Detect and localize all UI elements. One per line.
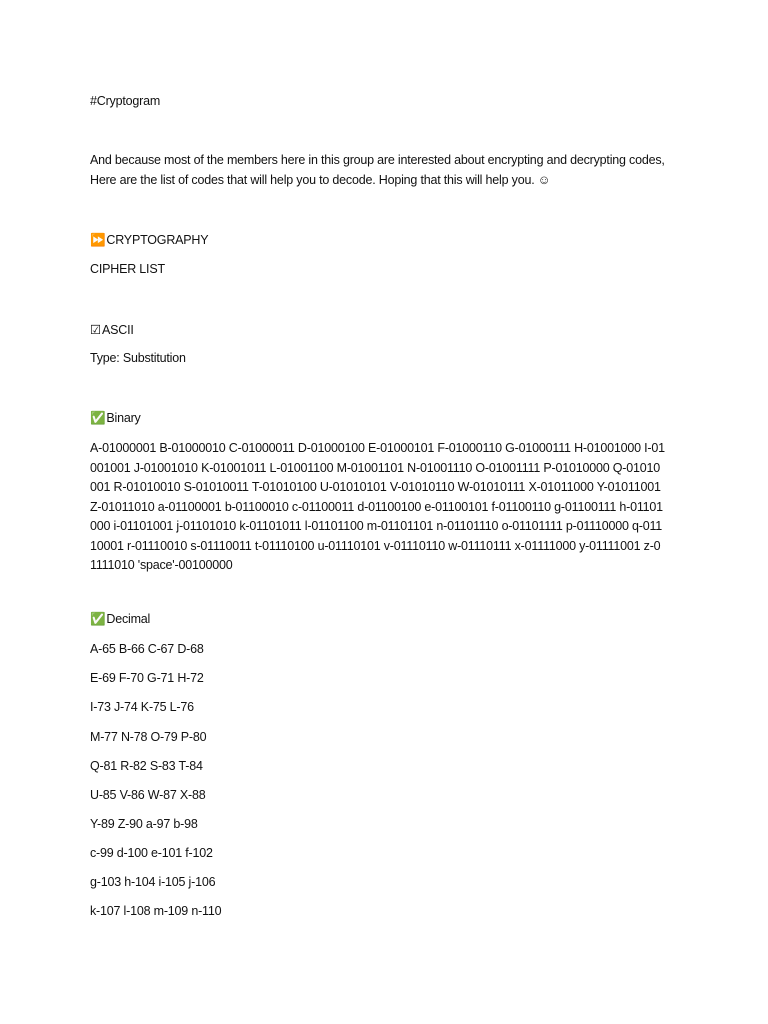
cryptography-heading: [90, 233, 208, 248]
intro-paragraph: And because most of the members here in this group are interested about encrypting and decrypting codes, Here are the list of codes that will help you to decode. Hoping that this will help you. ☺: [90, 153, 665, 187]
decimal-row: U-85 V-86 W-87 X-88: [90, 788, 206, 802]
decimal-row: g-103 h-104 i-105 j-106: [90, 875, 216, 889]
ascii-heading: [90, 322, 134, 337]
fast-forward-icon: ⏩: [90, 233, 106, 247]
decimal-row: I-73 J-74 K-75 L-76: [90, 700, 194, 714]
cipher-list-subtitle: CIPHER LIST: [90, 262, 165, 276]
binary-heading: [90, 411, 141, 426]
decimal-row: A-65 B-66 C-67 D-68: [90, 642, 204, 656]
decimal-row: Y-89 Z-90 a-97 b-98: [90, 817, 198, 831]
decimal-row: Q-81 R-82 S-83 T-84: [90, 759, 203, 773]
check-mark-icon: ✅: [90, 612, 106, 626]
decimal-row: M-77 N-78 O-79 P-80: [90, 730, 207, 744]
checkbox-icon: ☑: [90, 323, 102, 337]
decimal-row: k-107 l-108 m-109 n-110: [90, 904, 222, 918]
decimal-label: Decimal: [106, 612, 151, 626]
cryptography-title: CRYPTOGRAPHY: [106, 233, 209, 247]
decimal-row: c-99 d-100 e-101 f-102: [90, 846, 213, 860]
hashtag: #Cryptogram: [90, 94, 161, 108]
binary-label: Binary: [106, 411, 141, 425]
decimal-heading: [90, 612, 150, 627]
decimal-row: E-69 F-70 G-71 H-72: [90, 671, 204, 685]
ascii-label: ASCII: [102, 323, 134, 337]
binary-code-list: A-01000001 B-01000010 C-01000011 D-01000100 E-01000101 F-01000110 G-01000111 H-01001000 I-01001001 J-01001010 K-01001011 L-01001100 M-01001101 N-01001110 O-01001111 P-01010000 Q-01010001 R-01010010 S-01010011 T-01010100 U-01010101 V-01010110 W-01010111 X-01011000 Y-01011001 Z-01011010 a-01100001 b-01100010 c-01100011 d-01100100 e-01100101 f-01100110 g-01100111 h-01101000 i-01101001 j-01101010 k-01101011 l-01101100 m-01101101 n-01101110 o-01101111 p-01110000 q-01110001 r-01110010 s-01110011 t-01110100 u-01110101 v-01110110 w-01110111 x-01111000 y-01111001 z-01111010 'space'-00100000: [90, 441, 665, 572]
check-mark-icon: ✅: [90, 411, 106, 425]
ascii-type: Type: Substitution: [90, 351, 186, 365]
